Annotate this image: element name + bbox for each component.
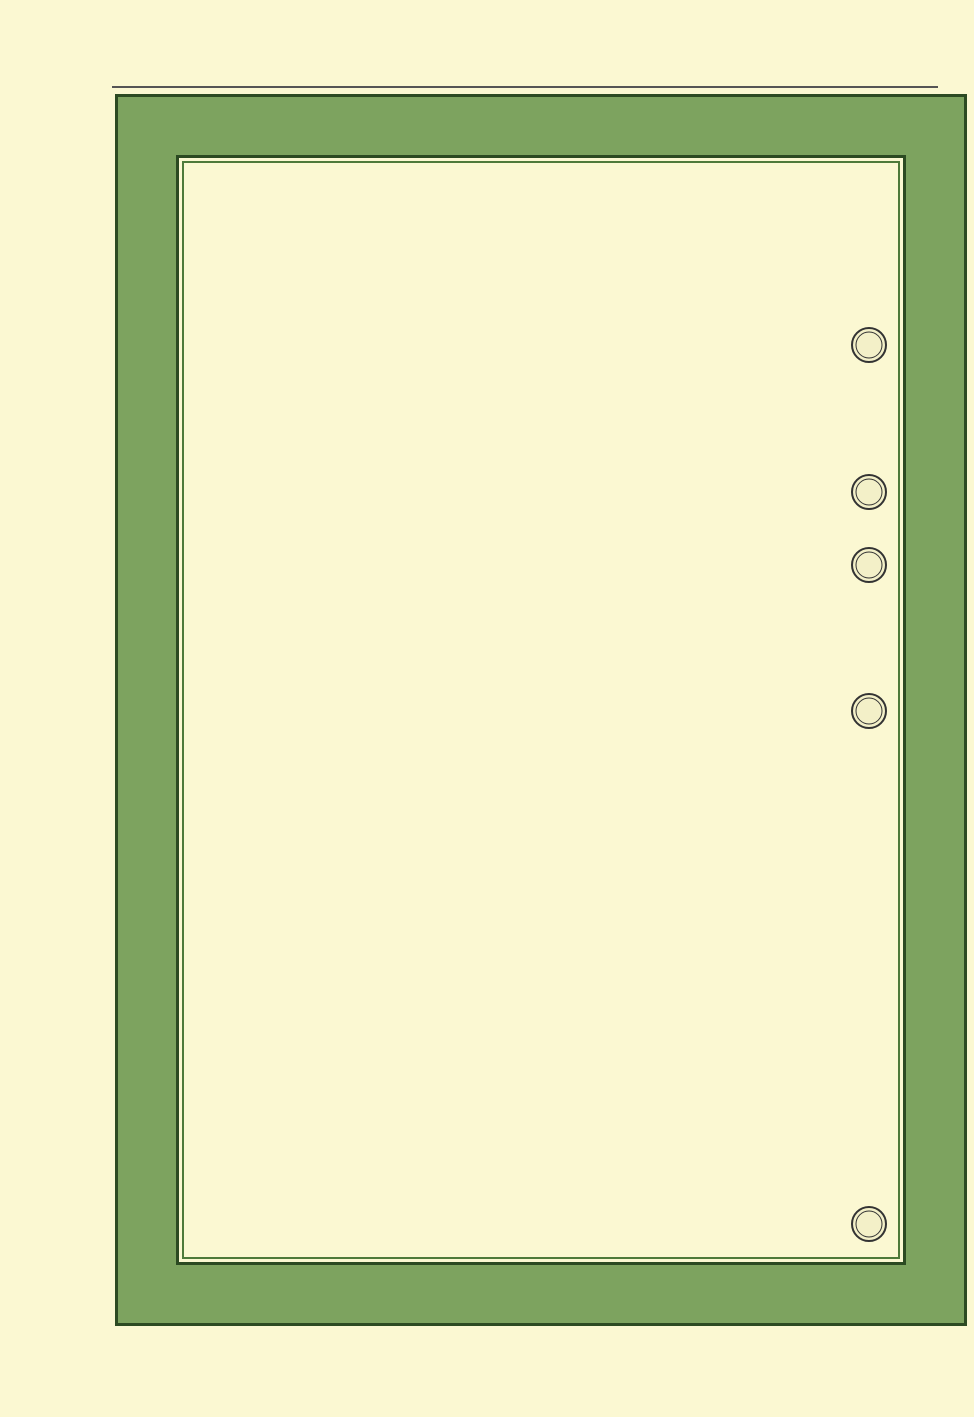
text-line-3 — [189, 313, 893, 375]
text-line-15 — [189, 1192, 893, 1254]
text-line-1 — [189, 166, 893, 228]
text-line-4 — [189, 386, 893, 448]
text-panel — [176, 155, 906, 1265]
verse-lines — [189, 166, 893, 1254]
border-ornament-right — [916, 145, 956, 1275]
border-ornament-top — [136, 105, 952, 145]
border-ornament-bottom — [136, 1275, 952, 1315]
text-line-7 — [189, 606, 893, 668]
text-line-14 — [189, 1119, 893, 1181]
header-divider — [112, 86, 938, 88]
text-line-5 — [189, 459, 893, 521]
text-line-8 — [189, 679, 893, 741]
ayah-marker-10 — [849, 691, 889, 731]
border-ornament-left — [126, 145, 166, 1275]
text-line-2 — [189, 239, 893, 301]
text-line-11 — [189, 899, 893, 961]
ayah-marker-9 — [849, 545, 889, 585]
text-line-12 — [189, 972, 893, 1034]
text-line-10 — [189, 826, 893, 888]
ayah-marker-11 — [849, 1204, 889, 1244]
page-frame — [115, 94, 967, 1326]
ayah-marker-8 — [849, 472, 889, 512]
text-line-6 — [189, 532, 893, 594]
ayah-marker-7 — [849, 325, 889, 365]
text-line-13 — [189, 1045, 893, 1107]
text-line-9 — [189, 752, 893, 814]
